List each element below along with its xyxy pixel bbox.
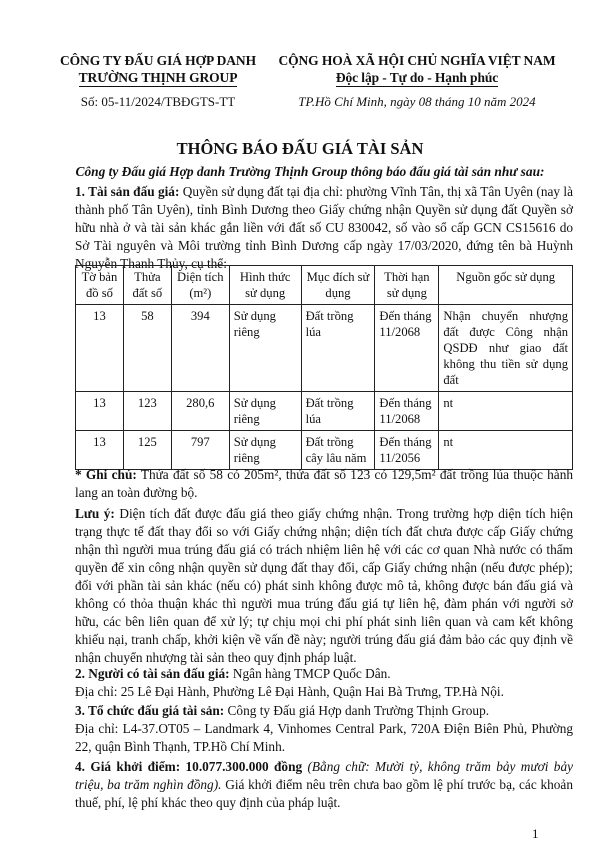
section-1: [75, 183, 573, 273]
section-2-address: Địa chỉ: 25 Lê Đại Hành, Phường Lê Đại Hành, Quận Hai Bà Trưng, TP.Hà Nội.: [75, 684, 504, 699]
section-4-text: Giá khởi điểm nêu trên chưa bao gồm lệ phí trước bạ, các khoản thuế, phí, lệ phí khác theo quy định của pháp luật.: [75, 777, 573, 810]
column-header: Thửa đất số: [123, 266, 171, 305]
note-text: Thửa đất số 58 có 205m², thửa đất số 123 có 129,5m² đất trồng lúa thuộc hành lang an toàn đường bộ.: [75, 467, 573, 500]
national-header: [262, 52, 572, 110]
table-cell: Đất trồng lúa: [301, 392, 375, 431]
section-3-text: Công ty Đấu giá Hợp danh Trường Thịnh Group.: [224, 703, 490, 718]
table-cell: 13: [76, 392, 124, 431]
section-3-address: Địa chỉ: L4-37.OT05 – Landmark 4, Vinhomes Central Park, 720A Điện Biên Phủ, Phường 22, quận Bình Thạnh, TP.Hồ Chí Minh.: [75, 721, 573, 754]
section-2-label: 2. Người có tài sản đấu giá:: [75, 666, 230, 681]
table-row: [76, 305, 573, 392]
table-cell: Nhận chuyển nhượng đất được Công nhận QSDĐ như giao đất không thu tiền sử dụng đất: [439, 305, 573, 392]
section-2-text: Ngân hàng TMCP Quốc Dân.: [229, 666, 391, 681]
lead-sentence: Công ty Đấu giá Hợp danh Trường Thịnh Group thông báo đấu giá tài sản như sau:: [75, 164, 545, 179]
national-motto: Độc lập - Tự do - Hạnh phúc: [335, 70, 499, 85]
column-header: Thời hạn sử dụng: [375, 266, 439, 305]
table-cell: 797: [171, 431, 229, 470]
asset-table: [75, 265, 573, 470]
document-date: TP.Hồ Chí Minh, ngày 08 tháng 10 năm 2024: [298, 94, 536, 109]
table-cell: 123: [123, 392, 171, 431]
table-cell: Sử dụng riêng: [229, 392, 301, 431]
table-row: [76, 392, 573, 431]
document-title: THÔNG BÁO ĐẤU GIÁ TÀI SẢN: [176, 139, 424, 158]
table-cell: 394: [171, 305, 229, 392]
table-cell: 13: [76, 431, 124, 470]
table-cell: Đất trồng cây lâu năm: [301, 431, 375, 470]
section-3: [75, 702, 573, 756]
table-cell: 13: [76, 305, 124, 392]
issuer-name-line2: TRƯỜNG THỊNH GROUP: [78, 70, 238, 85]
table-cell: 125: [123, 431, 171, 470]
table-row: [76, 431, 573, 470]
column-header: Mục đích sử dụng: [301, 266, 375, 305]
national-title: CỘNG HOÀ XÃ HỘI CHỦ NGHĨA VIỆT NAM: [278, 53, 556, 68]
table-header-row: [76, 266, 573, 305]
note-block: [75, 466, 573, 502]
note-label: * Ghi chú:: [75, 467, 137, 482]
table-cell: Sử dụng riêng: [229, 305, 301, 392]
table-cell: 58: [123, 305, 171, 392]
section-2: [75, 665, 573, 701]
caution-block: [75, 505, 573, 667]
table-cell: 280,6: [171, 392, 229, 431]
table-cell: Đến tháng 11/2068: [375, 305, 439, 392]
column-header: Nguồn gốc sử dụng: [439, 266, 573, 305]
table-cell: Sử dụng riêng: [229, 431, 301, 470]
page-number: 1: [532, 826, 539, 841]
section-1-text: Quyền sử dụng đất tại địa chỉ: phường Vĩnh Tân, thị xã Tân Uyên (nay là thành phố Tân Uyên), tỉnh Bình Dương theo Giấy chứng nhận Quyền sử dụng đất Quyền sở hữu nhà ở và tài sản khác gắn liền với đất số CU 830042, số vào sổ cấp GCN CS15616 do Sở Tài nguyên và Môi trường tỉnh Bình Dương cấp ngày 17/03/2020, đứng tên bà Huỳnh Nguyễn Thanh Thủy, cụ thể:: [75, 184, 573, 271]
caution-text: Diện tích đất được đấu giá theo giấy chứng nhận. Trong trường hợp diện tích hiện trạng thực tế đất thay đổi so với Giấy chứng nhận; diện tích đất chưa được cấp Giấy chứng nhận thì người mua trúng đấu giá có trách nhiệm liên hệ với các cơ quan Nhà nước có thẩm quyền để xin công nhận quyền sử dụng đất thay đổi, cấp Giấy chứng nhận (nếu được phép); đối với phần tài sản khác (nếu có) phát sinh không được mô tả, không được bán đấu giá và không có thỏa thuận khác thì người mua trúng đấu giá tự liên hệ, đàm phán với người sở hữu, các bên liên quan để xử lý; tự chịu mọi chi phí phát sinh liên quan và cam kết không khiếu nại, tranh chấp, khởi kiện về vấn đề này; người trúng đấu giá đảm bảo các quy định về nhận chuyển nhượng tài sản theo quy định pháp luật.: [75, 506, 573, 665]
issuer-name-line1: CÔNG TY ĐẤU GIÁ HỢP DANH: [60, 53, 256, 68]
section-4-words: (Bằng chữ: Mười tỷ, không trăm bảy mươi bảy triệu, ba trăm nghìn đồng).: [75, 759, 573, 792]
issuer-block: [58, 52, 258, 110]
section-4: [75, 758, 573, 812]
table-cell: nt: [439, 392, 573, 431]
table-cell: Đất trồng lúa: [301, 305, 375, 392]
column-header: Hình thức sử dụng: [229, 266, 301, 305]
section-4-label: 4. Giá khởi điểm: 10.077.300.000 đồng: [75, 759, 303, 774]
document-number: Số: 05-11/2024/TBĐGTS-TT: [80, 94, 236, 109]
caution-label: Lưu ý:: [75, 506, 115, 521]
column-header: Tờ bản đồ số: [76, 266, 124, 305]
table-cell: Đến tháng 11/2068: [375, 392, 439, 431]
section-3-label: 3. Tổ chức đấu giá tài sản:: [75, 703, 225, 718]
table-cell: Đến tháng 11/2056: [375, 431, 439, 470]
column-header: Diện tích (m²): [171, 266, 229, 305]
table-cell: nt: [439, 431, 573, 470]
section-1-label: 1. Tài sản đấu giá:: [75, 184, 180, 199]
